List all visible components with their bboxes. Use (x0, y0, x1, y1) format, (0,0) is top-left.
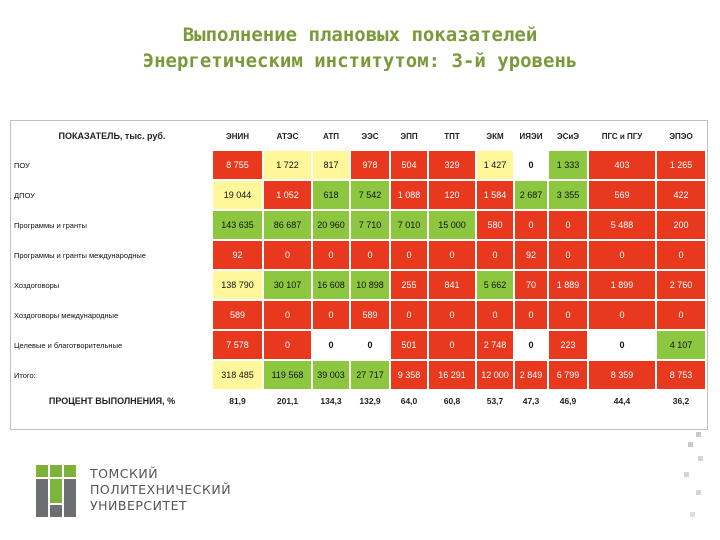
table-cell: 0 (657, 301, 705, 329)
table-cell: 6 799 (549, 361, 587, 389)
table-cell: 19 044 (213, 181, 262, 209)
table-cell: 15 000 (429, 211, 475, 239)
percent-cell: 60,8 (429, 391, 475, 411)
table-cell: 0 (313, 301, 349, 329)
decorative-squares-icon (676, 432, 706, 532)
table-cell: 2 849 (515, 361, 547, 389)
table-cell: 1 427 (477, 151, 513, 179)
title-line-2: Энергетическим институтом: 3-й уровень (142, 50, 578, 72)
table-cell: 403 (589, 151, 655, 179)
row-label: ПОУ (13, 151, 211, 179)
column-header: ТПТ (429, 123, 475, 149)
table-cell: 580 (477, 211, 513, 239)
table-row (13, 181, 705, 209)
table-cell: 0 (429, 331, 475, 359)
table-cell: 0 (549, 241, 587, 269)
table-cell: 27 717 (351, 361, 389, 389)
column-header: АТЭС (264, 123, 311, 149)
table-cell: 569 (589, 181, 655, 209)
table-cell: 0 (589, 331, 655, 359)
table-cell: 120 (429, 181, 475, 209)
table-cell: 39 003 (313, 361, 349, 389)
table-cell: 978 (351, 151, 389, 179)
table-cell: 1 088 (391, 181, 427, 209)
percent-cell: 201,1 (264, 391, 311, 411)
column-header: ЭПП (391, 123, 427, 149)
table-cell: 8 753 (657, 361, 705, 389)
table-cell: 7 010 (391, 211, 427, 239)
title-line-1: Выполнение плановых показателей (182, 24, 538, 46)
table-cell: 16 291 (429, 361, 475, 389)
table-cell: 0 (657, 241, 705, 269)
table-cell: 0 (264, 301, 311, 329)
table-cell: 3 355 (549, 181, 587, 209)
table-cell: 9 358 (391, 361, 427, 389)
percent-cell: 64,0 (391, 391, 427, 411)
table-cell: 7 710 (351, 211, 389, 239)
table-cell: 119 568 (264, 361, 311, 389)
table-cell: 143 635 (213, 211, 262, 239)
table-cell: 1 722 (264, 151, 311, 179)
table-row (13, 151, 705, 179)
table-cell: 0 (313, 331, 349, 359)
table-cell: 0 (429, 241, 475, 269)
table-cell: 138 790 (213, 271, 262, 299)
percent-cell: 46,9 (549, 391, 587, 411)
table-cell: 70 (515, 271, 547, 299)
indicator-column-header: ПОКАЗАТЕЛЬ, тыс. руб. (13, 123, 211, 149)
table-cell: 422 (657, 181, 705, 209)
row-label: Программы и гранты международные (13, 241, 211, 269)
table-cell: 200 (657, 211, 705, 239)
table-cell: 16 608 (313, 271, 349, 299)
table-cell: 0 (589, 241, 655, 269)
row-label: Целевые и благотворительные (13, 331, 211, 359)
table-cell: 5 662 (477, 271, 513, 299)
table-row (13, 211, 705, 239)
table-row (13, 301, 705, 329)
table-cell: 0 (264, 241, 311, 269)
table-cell: 0 (515, 331, 547, 359)
table-cell: 0 (477, 241, 513, 269)
table-cell: 589 (351, 301, 389, 329)
table-cell: 504 (391, 151, 427, 179)
percent-cell: 134,3 (313, 391, 349, 411)
table-row (13, 271, 705, 299)
logo-line-2: ПОЛИТЕХНИЧЕСКИЙ (90, 482, 232, 497)
percent-row-label: ПРОЦЕНТ ВЫПОЛНЕНИЯ, % (13, 391, 211, 411)
column-header: АТП (313, 123, 349, 149)
column-header: ЭСиЭ (549, 123, 587, 149)
table-cell: 2 748 (477, 331, 513, 359)
table-cell: 8 359 (589, 361, 655, 389)
table-cell: 0 (429, 301, 475, 329)
table-cell: 0 (391, 301, 427, 329)
row-label: Итого: (13, 361, 211, 389)
table-cell: 1 899 (589, 271, 655, 299)
row-label: Хоздоговоры (13, 271, 211, 299)
table-cell: 1 889 (549, 271, 587, 299)
table-cell: 223 (549, 331, 587, 359)
logo-line-3: УНИВЕРСИТЕТ (90, 498, 188, 513)
table-body (13, 151, 705, 389)
table-cell: 255 (391, 271, 427, 299)
table-cell: 1 333 (549, 151, 587, 179)
table-cell: 1 584 (477, 181, 513, 209)
column-header: ЭЭС (351, 123, 389, 149)
table-cell: 4 107 (657, 331, 705, 359)
table-cell: 0 (264, 331, 311, 359)
table-cell: 0 (351, 241, 389, 269)
table-cell: 1 265 (657, 151, 705, 179)
table-cell: 501 (391, 331, 427, 359)
table-cell: 589 (213, 301, 262, 329)
logo-line-1: ТОМСКИЙ (90, 466, 159, 481)
row-label: Программы и гранты (13, 211, 211, 239)
table-cell: 841 (429, 271, 475, 299)
percent-cell: 36,2 (657, 391, 705, 411)
slide-title (0, 22, 720, 74)
table-cell: 0 (391, 241, 427, 269)
table-cell: 2 760 (657, 271, 705, 299)
column-header: ЭПЭО (657, 123, 705, 149)
percent-cell: 47,3 (515, 391, 547, 411)
table-cell: 817 (313, 151, 349, 179)
table-cell: 0 (477, 301, 513, 329)
table-row (13, 241, 705, 269)
table-cell: 0 (515, 211, 547, 239)
table-cell: 12 000 (477, 361, 513, 389)
performance-table-container (10, 120, 708, 430)
table-cell: 0 (589, 301, 655, 329)
table-cell: 0 (515, 151, 547, 179)
table-row (13, 361, 705, 389)
column-header: ИЯЭИ (515, 123, 547, 149)
column-header: ЭНИН (213, 123, 262, 149)
percent-cell: 53,7 (477, 391, 513, 411)
table-cell: 7 542 (351, 181, 389, 209)
performance-table (11, 121, 707, 413)
column-header: ПГС и ПГУ (589, 123, 655, 149)
university-name (90, 466, 231, 514)
table-cell: 0 (515, 301, 547, 329)
table-cell: 86 687 (264, 211, 311, 239)
table-row (13, 331, 705, 359)
table-cell: 318 485 (213, 361, 262, 389)
tpu-logo-icon (36, 465, 80, 517)
table-cell: 0 (549, 301, 587, 329)
table-cell: 0 (313, 241, 349, 269)
table-cell: 10 898 (351, 271, 389, 299)
percent-cell: 81,9 (213, 391, 262, 411)
table-cell: 2 687 (515, 181, 547, 209)
table-cell: 20 960 (313, 211, 349, 239)
table-cell: 8 755 (213, 151, 262, 179)
percent-cell: 132,9 (351, 391, 389, 411)
table-cell: 7 578 (213, 331, 262, 359)
table-cell: 92 (213, 241, 262, 269)
row-label: ДПОУ (13, 181, 211, 209)
table-cell: 618 (313, 181, 349, 209)
table-header-row (13, 123, 705, 149)
table-cell: 1 052 (264, 181, 311, 209)
table-cell: 92 (515, 241, 547, 269)
table-cell: 5 488 (589, 211, 655, 239)
table-cell: 329 (429, 151, 475, 179)
column-header: ЭКМ (477, 123, 513, 149)
table-cell: 0 (351, 331, 389, 359)
table-cell: 30 107 (264, 271, 311, 299)
table-cell: 0 (549, 211, 587, 239)
percent-row (13, 391, 705, 411)
row-label: Хоздоговоры международные (13, 301, 211, 329)
percent-cell: 44,4 (589, 391, 655, 411)
